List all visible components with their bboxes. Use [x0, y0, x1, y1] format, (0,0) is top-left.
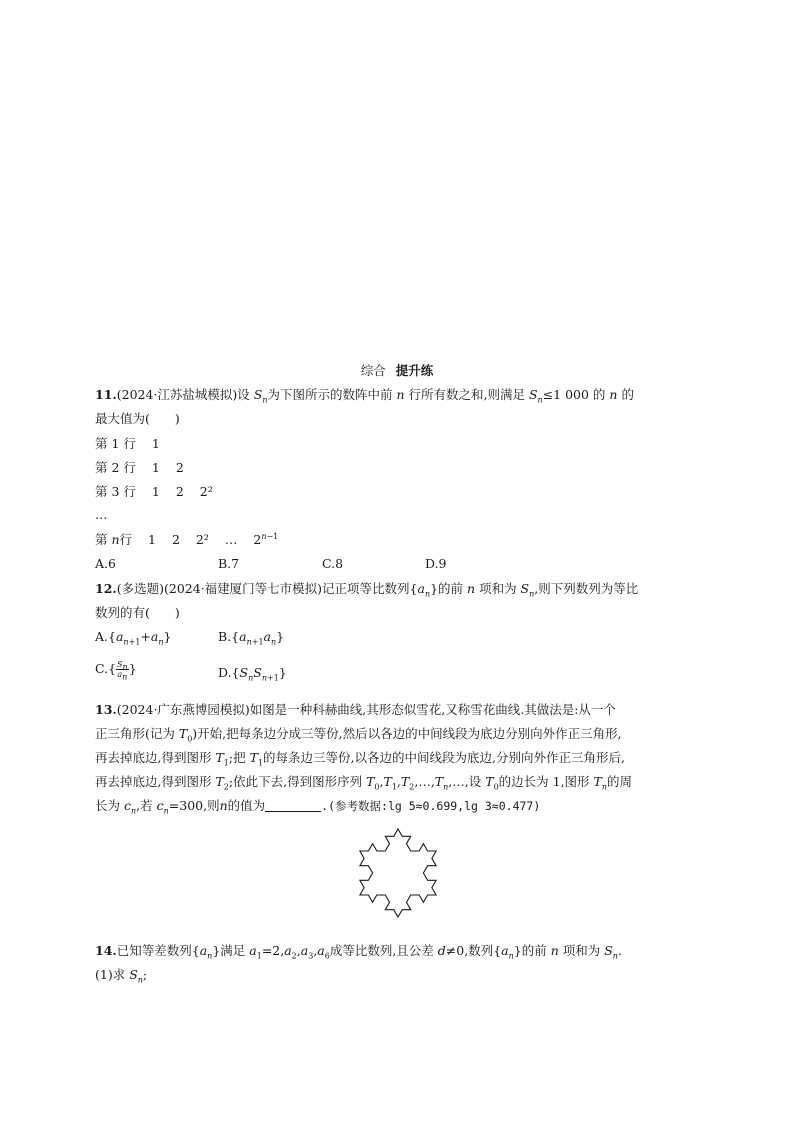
q11-option-d[interactable]: D.9: [425, 556, 447, 571]
q11-ellipsis: …: [95, 507, 108, 522]
q13-number: 13.: [95, 702, 117, 717]
q13-line1: 13.(2024·广东燕博园模拟)如图是一种科赫曲线,其形态似雪花,又称雪花曲线.其做法是:从一个: [95, 702, 616, 717]
q12-number: 12.: [95, 581, 117, 596]
q11-number: 11.: [95, 387, 117, 402]
q11-row-n: 第 n行 1 2 2² … $2^{n-1}$: [95, 531, 279, 547]
q11-row-3: 第 3 行 1 2 2²: [95, 484, 213, 499]
q12-line1: 12.(多选题)(2024·福建厦门等七市模拟)记正项等比数列$\{a_n\}$的前 n 项和为 $S_n$,则下列数列为等比: [95, 581, 639, 599]
koch-snowflake-figure: [342, 815, 454, 927]
q13-line4: 再去掉底边,得到图形 $T_2$;依此下去,得到图形序列 $T_0,T_1,T_2,\dots,T_n,\dots$,设 $T_0$的边长为 1,图形 $T_n$的周: [95, 774, 633, 792]
q13-line5: 长为 $c_n$,若 $c_n=300$,则n的值为 .(参考数据:lg 5≈0.699,lg 3≈0.477): [95, 798, 541, 816]
q11-option-a[interactable]: A.6: [95, 556, 116, 571]
q11-line2: 最大值为( ): [95, 411, 180, 426]
q12-option-a[interactable]: $A.\{a_{n+1}+a_n\}$: [95, 629, 172, 647]
q14-part1: (1)求 $S_n$;: [95, 967, 148, 985]
q11-option-b[interactable]: B.7: [218, 556, 240, 571]
q14-number: 14.: [95, 943, 117, 958]
section-title: [0, 361, 794, 379]
q14-line1: 14.已知等差数列$\{a_n\}$满足 $a_1=2,a_2,a_3,a_6$成等比数列,且公差 d≠0,数列$\{a_n\}$的前 n 项和为 $S_n$.: [95, 943, 622, 961]
q11-row-2: 第 2 行 1 2: [95, 460, 184, 475]
q11-line1: 11.(2024·江苏盐城模拟)设 $S_n$为下图所示的数阵中前 n 行所有数之和,则满足 $S_n\le 1$ 000 的 n 的: [95, 387, 634, 405]
q12-option-d[interactable]: $D.\{S_nS_{n+1}\}$: [218, 665, 287, 683]
q12-option-b[interactable]: $B.\{a_{n+1}a_n\}$: [218, 629, 285, 647]
section-title-right: 提升练: [395, 363, 434, 378]
q13-answer-blank[interactable]: [265, 799, 321, 812]
koch-curve: [360, 829, 436, 917]
q11-option-c[interactable]: C.8: [322, 556, 344, 571]
q11-row-1: 第 1 行 1: [95, 436, 160, 451]
q12-option-c[interactable]: C.{ $\frac{S_n}{a_n}$ }: [95, 660, 137, 682]
section-title-left: 综合: [360, 363, 386, 378]
q13-line3: 再去掉底边,得到图形 $T_1$;把 $T_1$的每条边三等份,以各边的中间线段为底边,分别向外作正三角形后,: [95, 750, 625, 768]
q12-line2: 数列的有( ): [95, 605, 180, 620]
q13-line2: 正三角形(记为 $T_0$)开始,把每条边分成三等份,然后以各边的中间线段为底边分别向外作正三角形,: [95, 726, 622, 744]
